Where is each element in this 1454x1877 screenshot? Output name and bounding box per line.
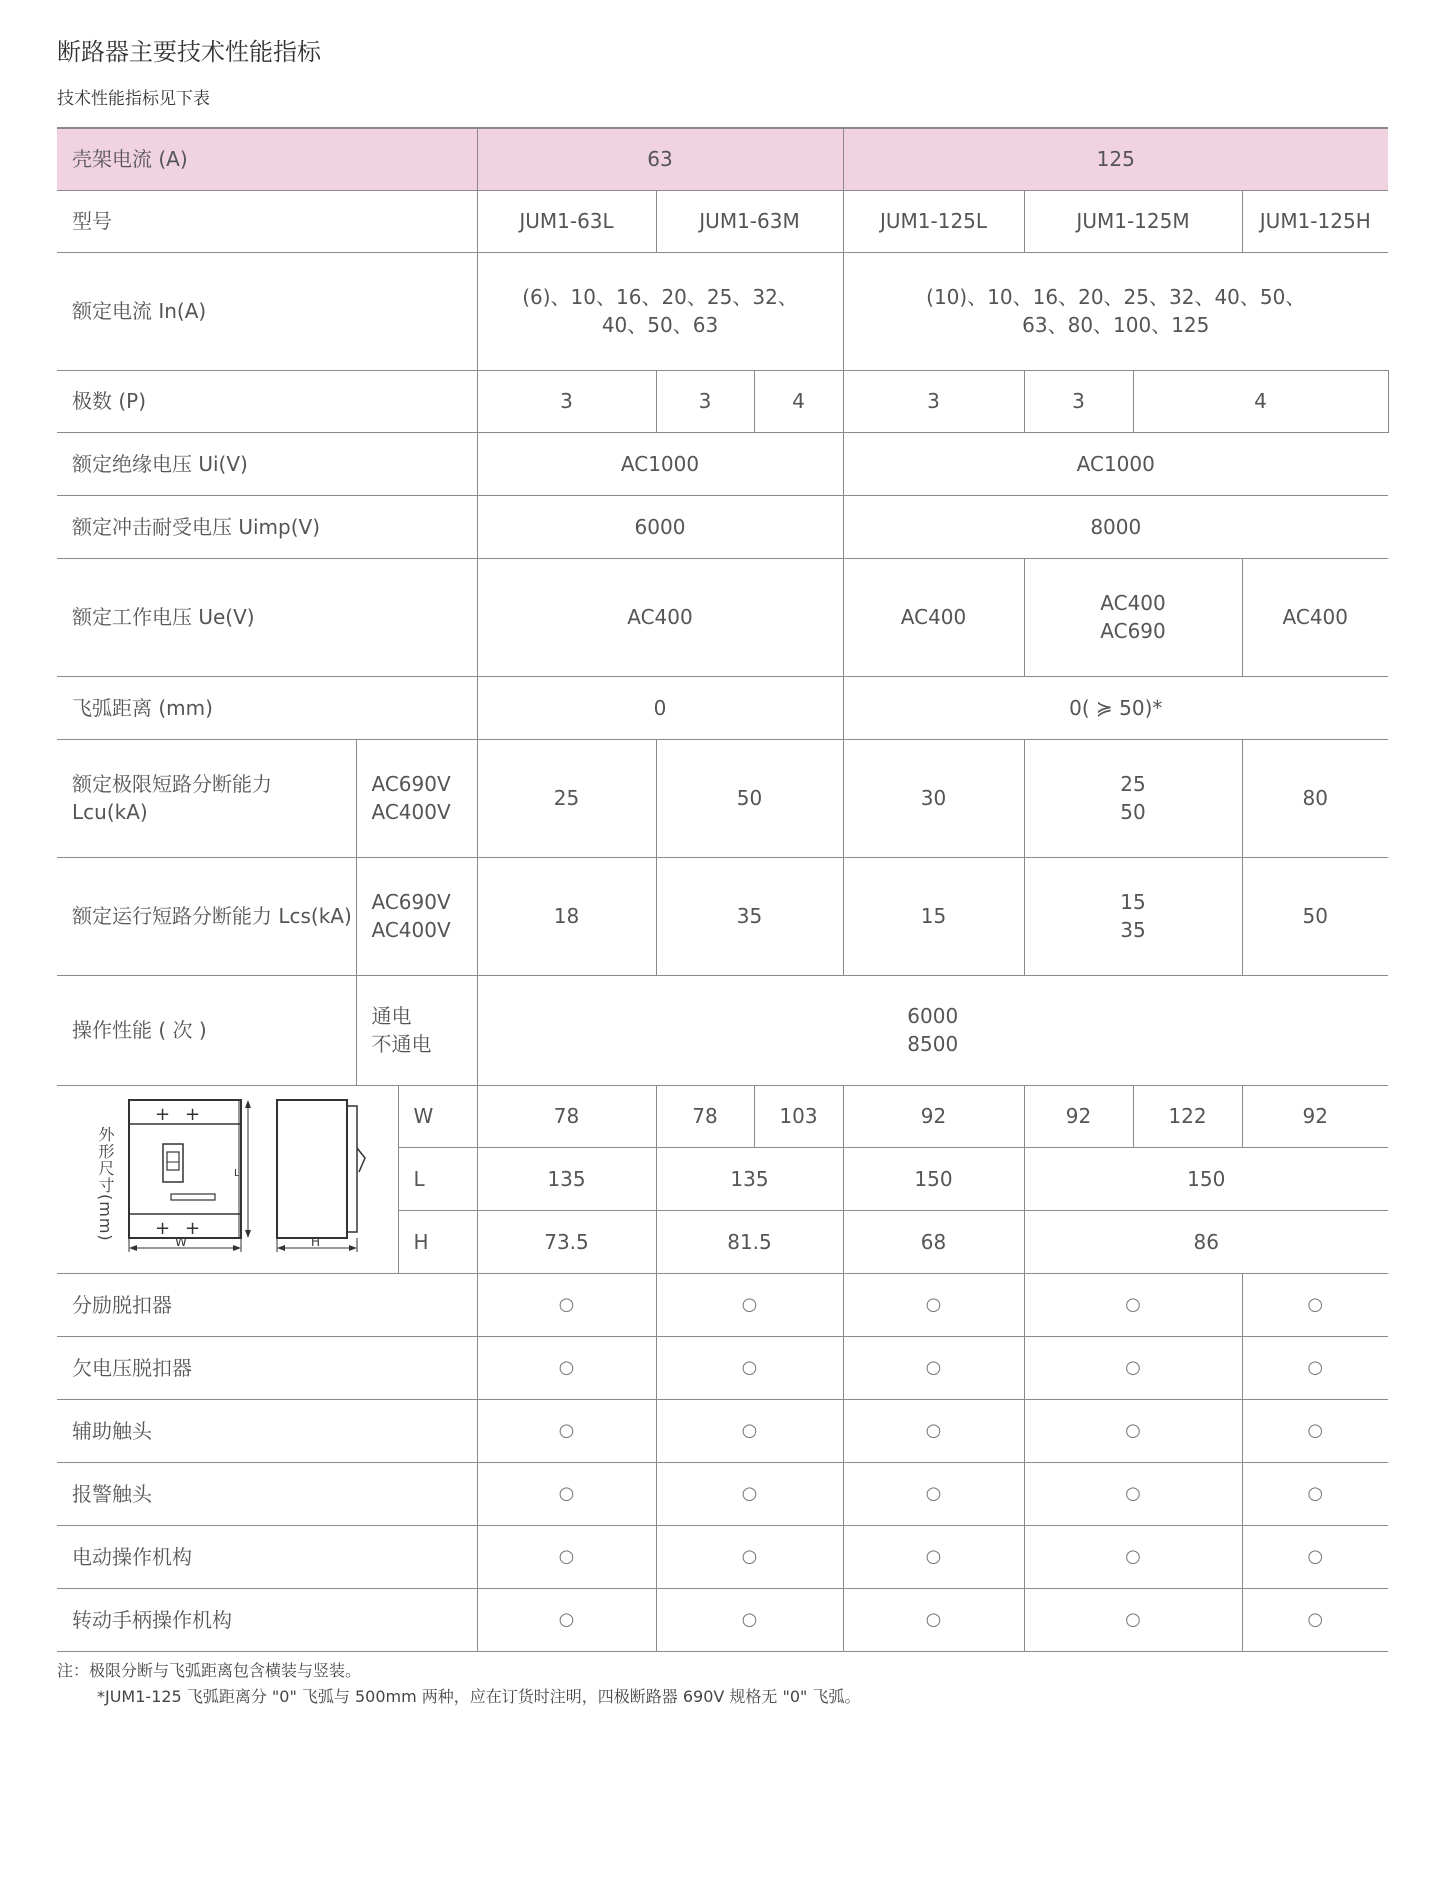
poles-cell: 3 [843,370,1024,432]
option-mark: ○ [1242,1273,1388,1336]
value-line: (6)、10、16、20、25、32、 [522,285,798,309]
dim-l-cell: 135 [656,1147,843,1210]
lcs-cell: 50 [1242,857,1388,975]
option-mark: ○ [656,1588,843,1651]
voltage-sublabel [356,857,477,975]
ue-125h-cell: AC400 [1242,558,1388,676]
row-label: 额定运行短路分断能力 Lcs(kA) [57,857,356,975]
option-mark: ○ [1024,1462,1242,1525]
row-label: 额定冲击耐受电压 Uimp(V) [57,495,477,558]
row-label: 操作性能 ( 次 ) [57,975,356,1085]
option-mark: ○ [1024,1588,1242,1651]
breaker-outline-drawing [127,1096,397,1261]
lcu-cell: 25 [477,739,656,857]
table-row-poles [57,370,1388,432]
option-mark: ○ [843,1399,1024,1462]
page-subtitle: 技术性能指标见下表 [57,89,210,109]
voltage-sublabel [356,739,477,857]
arc-125-cell: 0( ≽ 50)* [843,676,1388,739]
sublabel-line: AC400V [371,800,451,824]
table-row-accessory [57,1588,1388,1651]
svg-text:+: + [185,1103,201,1125]
lcs-cell: 15 [843,857,1024,975]
sublabel-line: 通电 [371,1004,412,1028]
model-cell: JUM1-63M [656,190,843,252]
table-row-lcs [57,857,1388,975]
dimension-caption: 外形尺寸(mm) [96,1125,115,1242]
footnote-line: 注：极限分断与飞弧距离包含横装与竖装。 [57,1661,362,1680]
svg-text:+: + [155,1217,171,1239]
rated-current-125-cell [843,252,1388,370]
value-line: AC400 [1100,591,1166,615]
row-label: 额定电流 In(A) [57,252,477,370]
row-label: 报警触头 [57,1462,477,1525]
option-mark: ○ [1242,1462,1388,1525]
dim-h-cell: 86 [1024,1210,1388,1273]
dim-w-cell: 92 [1242,1085,1388,1147]
dim-sublabel: H [398,1210,477,1273]
table-row-arc-distance [57,676,1388,739]
model-cell: JUM1-125L [843,190,1024,252]
page-title: 断路器主要技术性能指标 [57,38,321,66]
dim-sublabel: L [398,1147,477,1210]
dim-w-cell: 78 [477,1085,656,1147]
value-line: 40、50、63 [601,313,719,337]
dim-w-cell: 78 [656,1085,754,1147]
uimp-125-cell: 8000 [843,495,1388,558]
drawing-l-label: L [234,1167,240,1179]
option-mark: ○ [1242,1525,1388,1588]
sublabel-line: AC690V [371,772,451,796]
row-label: 型号 [57,190,477,252]
option-mark: ○ [1024,1525,1242,1588]
frame-63-cell: 63 [477,128,843,190]
table-row-accessory [57,1336,1388,1399]
drawing-w-label: W [175,1234,187,1249]
table-row-dim-w [57,1085,1388,1147]
lcu-cell [1024,739,1242,857]
table-row-model [57,190,1388,252]
dim-w-cell: 92 [1024,1085,1133,1147]
row-label: 额定工作电压 Ue(V) [57,558,477,676]
label-line: Lcu(kA) [72,800,148,824]
option-mark: ○ [656,1399,843,1462]
option-mark: ○ [1024,1399,1242,1462]
option-mark: ○ [477,1336,656,1399]
lcu-cell: 50 [656,739,843,857]
lcu-cell: 30 [843,739,1024,857]
option-mark: ○ [843,1462,1024,1525]
sublabel-line: AC690V [371,890,451,914]
model-cell: JUM1-63L [477,190,656,252]
row-label: 极数 (P) [57,370,477,432]
operation-sublabel [356,975,477,1085]
row-label: 壳架电流 (A) [57,128,477,190]
dim-h-cell: 68 [843,1210,1024,1273]
model-cell: JUM1-125M [1024,190,1242,252]
poles-cell: 4 [754,370,843,432]
option-mark: ○ [843,1336,1024,1399]
row-label: 分励脱扣器 [57,1273,477,1336]
table-row-insulation-voltage [57,432,1388,495]
option-mark: ○ [477,1462,656,1525]
row-label: 飞弧距离 (mm) [57,676,477,739]
table-row-accessory [57,1273,1388,1336]
option-mark: ○ [843,1525,1024,1588]
ue-125l-cell: AC400 [843,558,1024,676]
option-mark: ○ [1024,1273,1242,1336]
ue-63-cell: AC400 [477,558,843,676]
value-line: 50 [1120,800,1146,824]
dim-w-cell: 103 [754,1085,843,1147]
arc-63-cell: 0 [477,676,843,739]
option-mark: ○ [477,1588,656,1651]
footnote-line: *JUM1-125 飞弧距离分 "0" 飞弧与 500mm 两种，应在订货时注明，四极断路器 690V 规格无 "0" 飞弧。 [97,1687,861,1706]
lcs-cell: 18 [477,857,656,975]
dim-h-cell: 73.5 [477,1210,656,1273]
table-row-accessory [57,1462,1388,1525]
value-line: 15 [1120,890,1146,914]
option-mark: ○ [1242,1336,1388,1399]
poles-cell: 3 [1024,370,1133,432]
option-mark: ○ [477,1525,656,1588]
table-row-operating-voltage [57,558,1388,676]
uimp-63-cell: 6000 [477,495,843,558]
option-mark: ○ [843,1273,1024,1336]
table-row-accessory [57,1399,1388,1462]
row-label: 辅助触头 [57,1399,477,1462]
table-row-accessory [57,1525,1388,1588]
dim-w-cell: 92 [843,1085,1024,1147]
dim-w-cell: 122 [1133,1085,1242,1147]
option-mark: ○ [843,1588,1024,1651]
ui-63-cell: AC1000 [477,432,843,495]
row-label: 额定绝缘电压 Ui(V) [57,432,477,495]
dim-l-cell: 135 [477,1147,656,1210]
row-label: 欠电压脱扣器 [57,1336,477,1399]
frame-125-cell: 125 [843,128,1388,190]
footnote [57,1658,861,1710]
operation-value-cell [477,975,1388,1085]
value-line: 63、80、100、125 [1022,313,1210,337]
lcu-cell: 80 [1242,739,1388,857]
option-mark: ○ [477,1399,656,1462]
dim-h-cell: 81.5 [656,1210,843,1273]
table-row-impulse-voltage [57,495,1388,558]
value-line: (10)、10、16、20、25、32、40、50、 [926,285,1306,309]
value-line: AC690 [1100,619,1166,643]
value-line: 25 [1120,772,1146,796]
sublabel-line: 不通电 [371,1032,432,1056]
dimension-drawing-cell [57,1085,398,1273]
table-row-frame-current [57,128,1388,190]
row-label [57,739,356,857]
dim-l-cell: 150 [843,1147,1024,1210]
spec-table [57,127,1388,1652]
option-mark: ○ [656,1273,843,1336]
rated-current-63-cell [477,252,843,370]
drawing-h-label: H [311,1234,321,1249]
option-mark: ○ [656,1462,843,1525]
lcs-cell: 35 [656,857,843,975]
option-mark: ○ [656,1336,843,1399]
poles-cell: 3 [477,370,656,432]
model-cell: JUM1-125H [1242,190,1388,252]
row-label: 转动手柄操作机构 [57,1588,477,1651]
poles-cell: 4 [1133,370,1388,432]
svg-text:+: + [155,1103,171,1125]
option-mark: ○ [656,1525,843,1588]
value-line: 6000 [907,1004,959,1028]
svg-text:+: + [185,1217,201,1239]
table-row-operation [57,975,1388,1085]
dim-l-cell: 150 [1024,1147,1388,1210]
option-mark: ○ [1242,1588,1388,1651]
sublabel-line: AC400V [371,918,451,942]
label-line: 额定极限短路分断能力 [72,772,272,796]
ue-125m-cell [1024,558,1242,676]
dim-sublabel: W [398,1085,477,1147]
lcs-cell [1024,857,1242,975]
poles-cell: 3 [656,370,754,432]
row-label: 电动操作机构 [57,1525,477,1588]
value-line: 35 [1120,918,1146,942]
option-mark: ○ [477,1273,656,1336]
ui-125-cell: AC1000 [843,432,1388,495]
table-row-rated-current [57,252,1388,370]
table-row-lcu [57,739,1388,857]
option-mark: ○ [1242,1399,1388,1462]
option-mark: ○ [1024,1336,1242,1399]
value-line: 8500 [907,1032,959,1056]
